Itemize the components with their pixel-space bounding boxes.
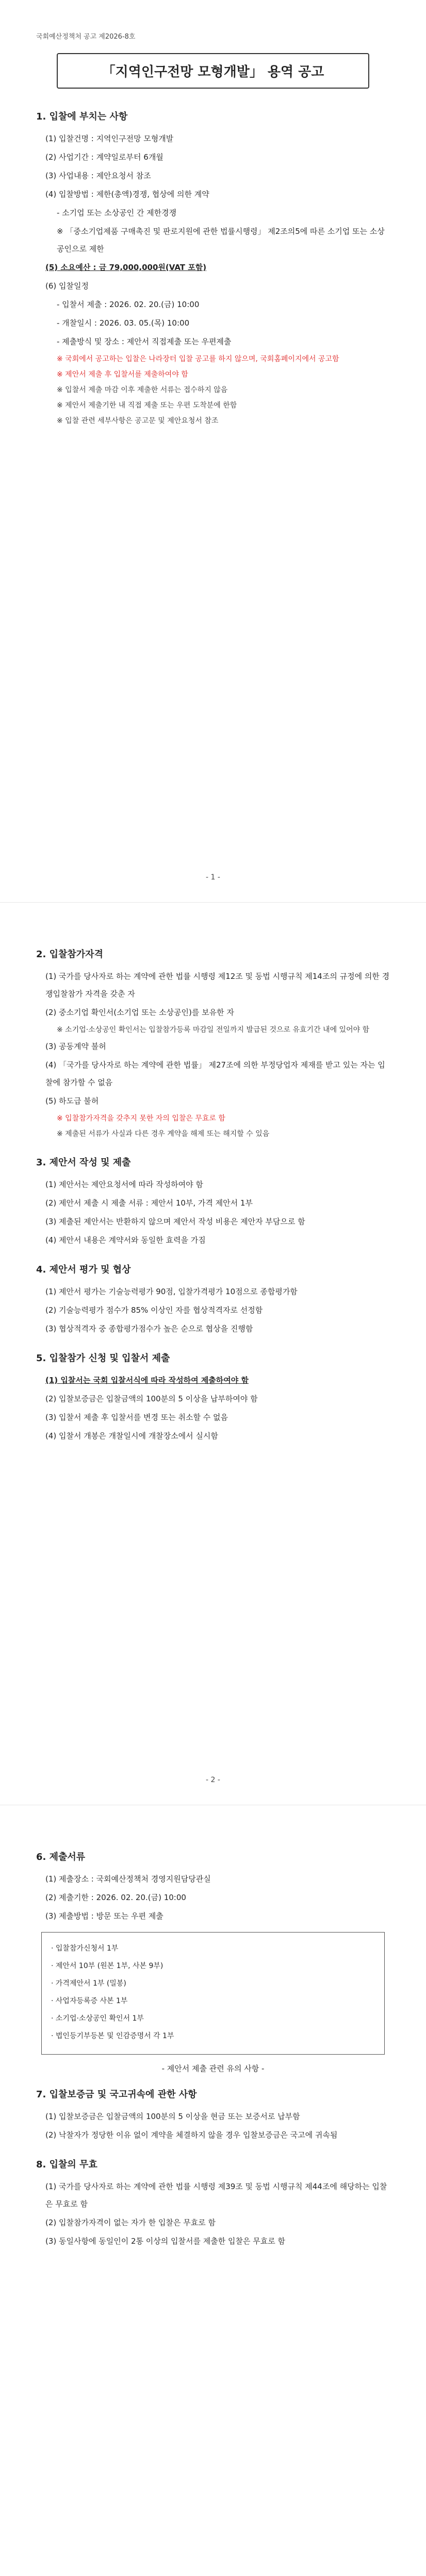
s2-item: ※ 소기업·소상공인 확인서는 입찰참가등록 마감일 전일까지 발급된 것으로 유효기간 내에 있어야 함: [57, 1026, 370, 1034]
s3-item: (4) 제안서 내용은 계약서와 동일한 효력을 가짐: [45, 1235, 206, 1245]
s5-item: (3) 입찰서 제출 후 입찰서를 변경 또는 취소할 수 없음: [45, 1413, 228, 1422]
s7-item: (1) 입찰보증금은 입찰금액의 100분의 5 이상을 현금 또는 보증서로 납부함: [45, 2112, 300, 2121]
section-5-title: 5. 입찰참가 신청 및 입찰서 제출: [36, 1353, 170, 1364]
doc-item: · 제안서 10부 (원본 1부, 사본 9부): [51, 1962, 163, 1970]
submission-docs-box: [41, 1932, 385, 2055]
notice-number: 국회예산정책처 공고 제2026-8호: [36, 33, 136, 41]
s1-item: (3) 사업내용 : 제안요청서 참조: [45, 171, 151, 180]
s1-note: ※ 입찰 관련 세부사항은 공고문 및 제안요청서 참조: [57, 417, 219, 425]
page-3: [0, 1805, 426, 2576]
s3-item: (1) 제안서는 제안요청서에 따라 작성하여야 함: [45, 1180, 203, 1189]
page-2: [0, 903, 426, 1805]
s2-item: (5) 하도급 불허: [45, 1096, 99, 1106]
s8-item: (1) 국가를 당사자로 하는 계약에 관한 법률 시행령 제39조 및 동법 시행규칙 제44조에 해당하는 입찰은 무효로 함: [45, 2182, 387, 2209]
s1-item: - 입찰서 제출 : 2026. 02. 20.(금) 10:00: [57, 300, 200, 309]
s2-item: (2) 중소기업 확인서(소기업 또는 소상공인)를 보유한 자: [45, 1008, 234, 1017]
s2-note: ※ 입찰참가자격을 갖추지 못한 자의 입찰은 무효로 함: [57, 1114, 225, 1123]
s1-item: - 개찰일시 : 2026. 03. 05.(목) 10:00: [57, 318, 190, 328]
section-6-title: 6. 제출서류: [36, 1852, 86, 1862]
section-1-title: 1. 입찰에 부치는 사항: [36, 111, 128, 122]
s8-item: (3) 동일사항에 동일인이 2통 이상의 입찰서를 제출한 입찰은 무효로 함: [45, 2236, 285, 2246]
doc-item: · 가격제안서 1부 (밀봉): [51, 1979, 126, 1988]
s4-item: (2) 기술능력평가 점수가 85% 이상인 자를 협상적격자로 선정함: [45, 1306, 263, 1315]
s2-item: (3) 공동계약 불허: [45, 1042, 106, 1051]
section-3-title: 3. 제안서 작성 및 제출: [36, 1157, 131, 1168]
s1-budget: (5) 소요예산 : 금 79,000,000원(VAT 포함): [45, 263, 207, 272]
s1-item: (4) 입찰방법 : 제한(총액)경쟁, 협상에 의한 계약: [45, 190, 209, 199]
section-4-title: 4. 제안서 평가 및 협상: [36, 1264, 131, 1275]
doc-item: · 소기업·소상공인 확인서 1부: [51, 2014, 144, 2023]
box-caption: - 제안서 제출 관련 유의 사항 -: [161, 2064, 265, 2073]
section-2-title: 2. 입찰참가자격: [36, 949, 103, 960]
s1-note: ※ 제안서 제출기한 내 직접 제출 또는 우편 도착분에 한함: [57, 401, 237, 410]
doc-item: · 법인등기부등본 및 인감증명서 각 1부: [51, 2032, 174, 2040]
s1-item: (6) 입찰일정: [45, 281, 89, 291]
s8-item: (2) 입찰참가자격이 없는 자가 한 입찰은 무효로 함: [45, 2218, 216, 2227]
s1-item: (2) 사업기간 : 계약일로부터 6개월: [45, 152, 163, 162]
doc-item: · 사업자등록증 사본 1부: [51, 1997, 128, 2005]
s3-item: (3) 제출된 제안서는 반환하지 않으며 제안서 작성 비용은 제안자 부담으로 함: [45, 1217, 305, 1226]
s1-item: - 소기업 또는 소상공인 간 제한경쟁: [57, 208, 177, 217]
s1-note: ※ 제안서 제출 후 입찰서를 제출하여야 함: [57, 370, 188, 379]
s2-note: ※ 제출된 서류가 사실과 다른 경우 계약을 해제 또는 해지할 수 있음: [57, 1130, 270, 1138]
page-1: [0, 0, 426, 903]
s4-item: (3) 협상적격자 중 종합평가점수가 높은 순으로 협상을 진행함: [45, 1324, 253, 1333]
s5-item: (2) 입찰보증금은 입찰금액의 100분의 5 이상을 납부하여야 함: [45, 1394, 258, 1403]
s2-item: (4) 「국가를 당사자로 하는 계약에 관한 법률」 제27조에 의한 부정당업자 제재를 받고 있는 자는 입찰에 참가할 수 없음: [45, 1060, 385, 1087]
s5-item: (1) 입찰서는 국회 입찰서식에 따라 작성하여 제출하여야 함: [45, 1376, 249, 1385]
s6-item: (2) 제출기한 : 2026. 02. 20.(금) 10:00: [45, 1893, 186, 1902]
s7-item: (2) 낙찰자가 정당한 이유 없이 계약을 체결하지 않을 경우 입찰보증금은 국고에 귀속됨: [45, 2130, 338, 2140]
s1-item: - 제출방식 및 장소 : 제안서 직접제출 또는 우편제출: [57, 337, 232, 346]
s1-note: ※ 입찰서 제출 마감 이후 제출한 서류는 접수하지 않음: [57, 386, 228, 394]
s4-item: (1) 제안서 평가는 기술능력평가 90점, 입찰가격평가 10점으로 종합평가함: [45, 1287, 298, 1296]
section-8-title: 8. 입찰의 무효: [36, 2159, 97, 2170]
section-7-title: 7. 입찰보증금 및 국고귀속에 관한 사항: [36, 2089, 197, 2100]
s2-item: (1) 국가를 당사자로 하는 계약에 관한 법률 시행령 제12조 및 동법 시행규칙 제14조의 규정에 의한 경쟁입찰참가 자격을 갖춘 자: [45, 972, 390, 998]
notice-title: 「지역인구전망 모형개발」 용역 공고: [57, 53, 369, 89]
s6-item: (3) 제출방법 : 방문 또는 우편 제출: [45, 1911, 163, 1921]
s1-item: ※ 「중소기업제품 구매촉진 및 판로지원에 관한 법률시행령」 제2조의5에 따른 소기업 또는 소상공인으로 제한: [57, 227, 385, 253]
s1-note: ※ 국회에서 공고하는 입찰은 나라장터 입찰 공고를 하지 않으며, 국회홈페이지에서 공고함: [57, 355, 339, 363]
s6-item: (1) 제출장소 : 국회예산정책처 경영지원담당관실: [45, 1874, 211, 1884]
page-number: - 1 -: [206, 873, 220, 882]
s3-item: (2) 제안서 제출 시 제출 서류 : 제안서 10부, 가격 제안서 1부: [45, 1198, 253, 1208]
s1-item: (1) 입찰건명 : 지역인구전망 모형개발: [45, 134, 174, 143]
s5-item: (4) 입찰서 개봉은 개찰일시에 개찰장소에서 실시함: [45, 1431, 218, 1440]
doc-item: · 입찰참가신청서 1부: [51, 1944, 119, 1953]
page-number: - 2 -: [206, 1776, 220, 1784]
